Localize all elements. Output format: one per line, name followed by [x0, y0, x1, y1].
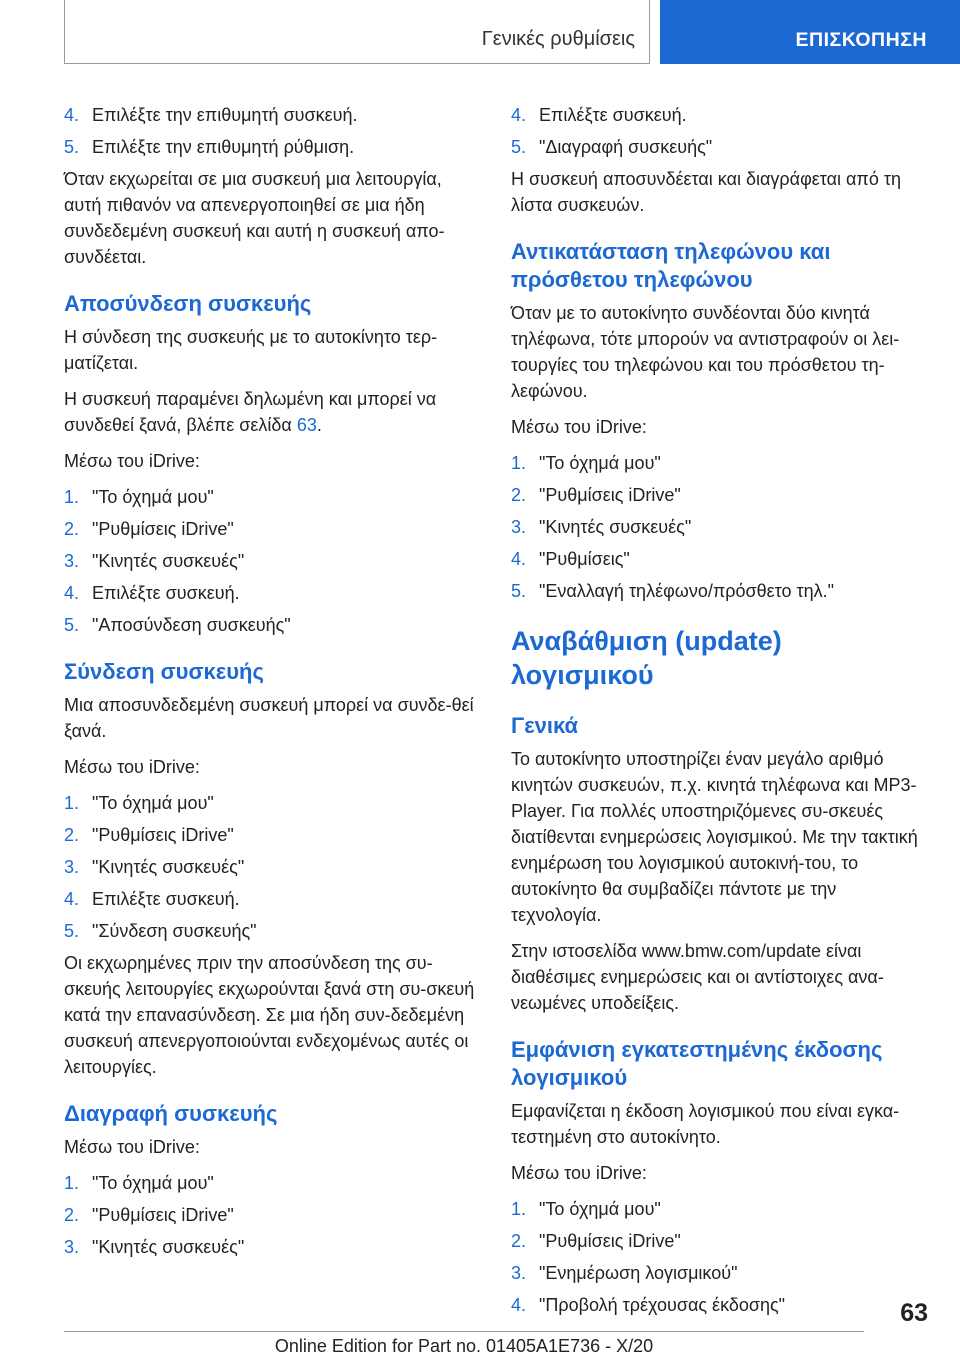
- list-text: Επιλέξτε συσκευή.: [92, 889, 240, 909]
- paragraph: Μέσω του iDrive:: [64, 451, 200, 471]
- list-number: 5.: [511, 581, 527, 601]
- section-heading-software-update: Αναβάθμιση (update) λογισμικού: [511, 626, 782, 690]
- list-item: [64, 1234, 476, 1260]
- step-list: [64, 790, 476, 944]
- list-item: [64, 548, 476, 574]
- list-number: 4.: [64, 889, 80, 909]
- paragraph: Το αυτοκίνητο υποστηρίζει έναν μεγάλο αριθμό κινητών συσκευών, π.χ. κινητά τηλέφωνα και MP3-Player. Για πολλές υποστηριζόμενες συ‐σκευές διατίθενται ενημερώσεις λογισμικού. Με την τακτική ενημέρωση του λογισμικού αυτοκινή‐του, το αυτοκίνητο θα συμβαδίζει πάντοτε με την τεχνολογία.: [511, 749, 918, 925]
- list-number: 3.: [64, 1237, 80, 1257]
- list-text: "Αποσύνδεση συσκευής": [92, 615, 291, 635]
- section-heading-connect: Σύνδεση συσκευής: [64, 659, 264, 684]
- list-number: 4.: [511, 549, 527, 569]
- left-column: [64, 102, 476, 1266]
- list-text: "Διαγραφή συσκευής": [539, 137, 713, 157]
- footer-divider: [64, 1331, 864, 1332]
- list-text: "Το όχημά μου": [539, 453, 661, 473]
- list-number: 3.: [64, 551, 80, 571]
- paragraph-text: .: [316, 415, 322, 435]
- header-title-box: [64, 0, 650, 64]
- paragraph: Οι εκχωρημένες πριν την αποσύνδεση της συ‐σκευής λειτουργίες εκχωρούνται ξανά στη συ‐σκευή κατά την επανασύνδεση. Σε μια ήδη συν‐δεδεμένη συσκευή απενεργοποιούνται ενδεχομένως αυτές οι λειτουργίες.: [64, 953, 475, 1077]
- list-item: [64, 1202, 476, 1228]
- list-number: 3.: [511, 517, 527, 537]
- list-text: "Κινητές συσκευές": [92, 551, 245, 571]
- paragraph: Μέσω του iDrive:: [511, 417, 647, 437]
- list-item: [511, 1292, 929, 1318]
- paragraph: Η συσκευή αποσυνδέεται και διαγράφεται από τη λίστα συσκευών.: [511, 169, 901, 215]
- step-list: [64, 484, 476, 638]
- list-item: [511, 450, 929, 476]
- list-text: "Κινητές συσκευές": [92, 857, 245, 877]
- list-text: "Ενημέρωση λογισμικού": [539, 1263, 738, 1283]
- paragraph: [64, 386, 476, 438]
- list-item: [511, 1260, 929, 1286]
- list-number: 2.: [64, 825, 80, 845]
- list-number: 2.: [64, 1205, 80, 1225]
- list-text: "Κινητές συσκευές": [92, 1237, 245, 1257]
- header-section-tab: [660, 0, 960, 64]
- paragraph: Όταν με το αυτοκίνητο συνδέονται δύο κινητά τηλέφωνα, τότε μπορούν να αντιστραφούν οι λει‐τουργίες του τηλεφώνου και του πρόσθετου τη‐λεφώνου.: [511, 303, 900, 401]
- paragraph: Στην ιστοσελίδα www.bmw.com/update είναι διαθέσιμες ενημερώσεις και οι αντίστοιχες ανα‐νεωμένες υποδείξεις.: [511, 941, 884, 1013]
- list-text: "Ρυθμίσεις iDrive": [539, 1231, 681, 1251]
- list-text: Επιλέξτε συσκευή.: [539, 105, 687, 125]
- list-number: 1.: [511, 453, 527, 473]
- list-number: 1.: [64, 1173, 80, 1193]
- list-number: 1.: [64, 487, 80, 507]
- paragraph: Μέσω του iDrive:: [64, 1137, 200, 1157]
- list-item: [64, 918, 476, 944]
- list-item: [64, 134, 476, 160]
- list-number: 2.: [511, 1231, 527, 1251]
- list-number: 1.: [511, 1199, 527, 1219]
- list-item: [64, 484, 476, 510]
- list-number: 4.: [511, 1295, 527, 1315]
- paragraph: Μέσω του iDrive:: [511, 1163, 647, 1183]
- list-text: Επιλέξτε την επιθυμητή ρύθμιση.: [92, 137, 355, 157]
- list-item: [64, 580, 476, 606]
- right-column: [511, 102, 929, 1324]
- section-heading-disconnect: Αποσύνδεση συσκευής: [64, 291, 312, 316]
- list-number: 4.: [64, 105, 80, 125]
- list-text: "Ρυθμίσεις iDrive": [92, 519, 234, 539]
- list-item: [511, 1228, 929, 1254]
- list-item: [511, 134, 929, 160]
- chapter-title: Γενικές ρυθμίσεις: [481, 28, 635, 50]
- list-text: "Εναλλαγή τηλέφωνο/πρόσθετο τηλ.": [539, 581, 835, 601]
- list-number: 4.: [511, 105, 527, 125]
- edition-footer: Online Edition for Part no. 01405A1E736 - X/20: [274, 1336, 654, 1356]
- paragraph: Μια αποσυνδεδεμένη συσκευή μπορεί να συνδε‐θεί ξανά.: [64, 695, 474, 741]
- list-number: 5.: [64, 137, 80, 157]
- step-list: [511, 450, 929, 604]
- list-text: Επιλέξτε την επιθυμητή συσκευή.: [92, 105, 358, 125]
- page-number: 63: [900, 1299, 928, 1327]
- list-number: 1.: [64, 793, 80, 813]
- paragraph: Όταν εκχωρείται σε μια συσκευή μια λειτουργία, αυτή πιθανόν να απενεργοποιηθεί σε μια ήδη συνδεδεμένη συσκευή και αυτή η συσκευή απο‐συνδέεται.: [64, 169, 445, 267]
- list-item: [511, 514, 929, 540]
- subsection-heading-version: Εμφάνιση εγκατεστημένης έκδοσης λογισμικού: [511, 1037, 883, 1090]
- list-text: "Το όχημά μου": [92, 793, 214, 813]
- list-text: "Σύνδεση συσκευής": [92, 921, 257, 941]
- list-item: [511, 102, 929, 128]
- list-number: 2.: [511, 485, 527, 505]
- subsection-heading-general: Γενικά: [511, 713, 579, 738]
- list-number: 4.: [64, 583, 80, 603]
- list-item: [64, 854, 476, 880]
- list-text: "Κινητές συσκευές": [539, 517, 692, 537]
- paragraph: Μέσω του iDrive:: [64, 757, 200, 777]
- section-title: ΕΠΙΣΚΟΠΗΣΗ: [795, 29, 927, 51]
- list-item: [511, 578, 929, 604]
- list-item: [64, 612, 476, 638]
- list-item: [64, 790, 476, 816]
- list-text: "Το όχημά μου": [92, 1173, 214, 1193]
- list-number: 2.: [64, 519, 80, 539]
- list-text: "Ρυθμίσεις iDrive": [92, 1205, 234, 1225]
- list-item: [511, 1196, 929, 1222]
- list-text: Επιλέξτε συσκευή.: [92, 583, 240, 603]
- list-item: [64, 822, 476, 848]
- list-item: [511, 482, 929, 508]
- list-item: [64, 1170, 476, 1196]
- list-number: 5.: [64, 615, 80, 635]
- list-item: [64, 886, 476, 912]
- list-text: "Ρυθμίσεις iDrive": [539, 485, 681, 505]
- list-text: "Το όχημά μου": [92, 487, 214, 507]
- list-item: [64, 102, 476, 128]
- step-list: [64, 1170, 476, 1260]
- page-reference-link[interactable]: 63: [296, 415, 317, 435]
- section-heading-replace-phone: Αντικατάσταση τηλεφώνου και πρόσθετου τηλεφώνου: [511, 239, 831, 292]
- list-number: 3.: [64, 857, 80, 877]
- list-number: 5.: [64, 921, 80, 941]
- list-text: "Ρυθμίσεις iDrive": [92, 825, 234, 845]
- paragraph-text: Η συσκευή παραμένει δηλωμένη και μπορεί να συνδεθεί ξανά, βλέπε σελίδα: [64, 389, 437, 435]
- list-number: 5.: [511, 137, 527, 157]
- list-item: [511, 546, 929, 572]
- list-text: "Προβολή τρέχουσας έκδοσης": [539, 1295, 786, 1315]
- list-item: [64, 516, 476, 542]
- section-heading-delete: Διαγραφή συσκευής: [64, 1101, 278, 1126]
- list-text: "Ρυθμίσεις": [539, 549, 630, 569]
- list-number: 3.: [511, 1263, 527, 1283]
- list-text: "Το όχημά μου": [539, 1199, 661, 1219]
- paragraph: Η σύνδεση της συσκευής με το αυτοκίνητο τερ‐ματίζεται.: [64, 327, 438, 373]
- step-list: [511, 1196, 929, 1318]
- paragraph: Εμφανίζεται η έκδοση λογισμικού που είναι εγκα‐τεστημένη στο αυτοκίνητο.: [511, 1101, 900, 1147]
